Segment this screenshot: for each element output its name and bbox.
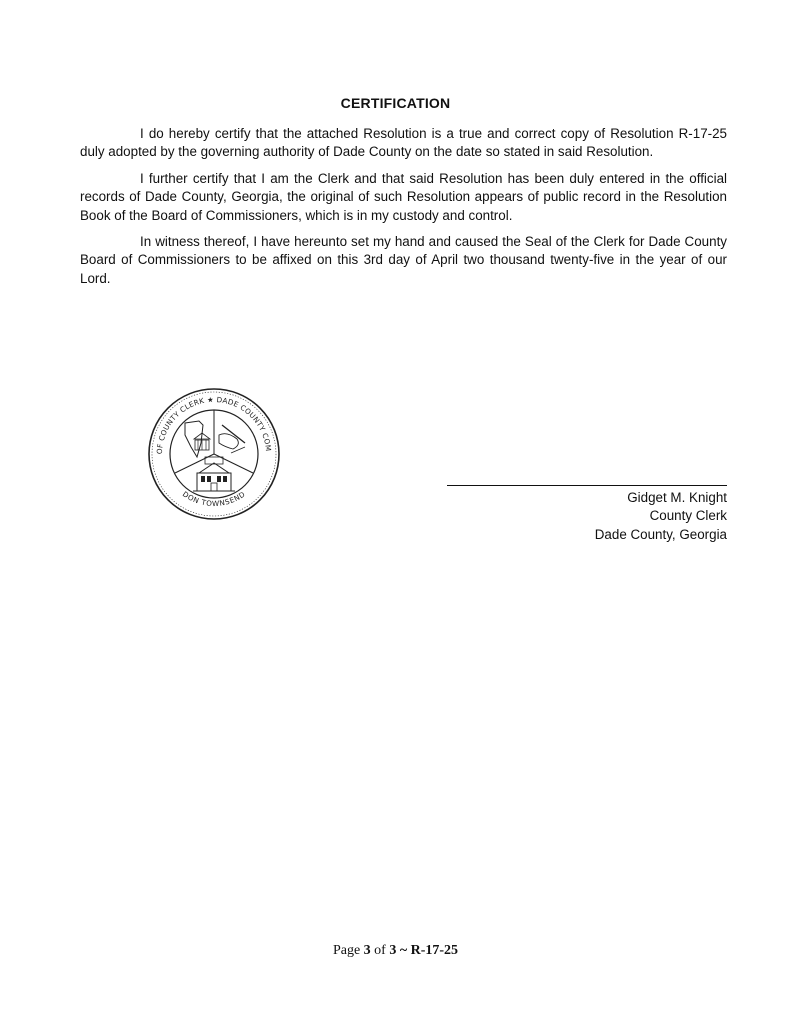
paragraph-2: I further certify that I am the Clerk and that said Resolution has been duly entered in the official records of Dade County, Georgia, the original of such Resolution appears of public record in the Resolution Book of the Board of Commissioners, which is in my custody and control. [80,170,727,223]
footer-page-total: 3 [389,943,397,958]
certification-body [80,125,727,296]
svg-text:OFFICE OF COUNTY CLERK ★ DADE [147,387,273,454]
signer-name: Gidget M. Knight [627,490,727,505]
footer-of-word: of [374,943,386,958]
footer-separator: ~ [399,943,408,958]
page-title: CERTIFICATION [340,95,451,111]
svg-text:DON TOWNSEND [181,489,247,508]
signer-organization: Dade County, Georgia [594,526,727,542]
seal-bottom-text: DON TOWNSEND [180,489,248,509]
footer-document-id: R-17-25 [410,943,459,958]
paragraph-3: In witness thereof, I have hereunto set my hand and caused the Seal of the Clerk for Dade County Board of Commissioners to be affixed on this 3rd day of April two thousand twenty-five in the year of our Lord. [80,234,727,286]
page-footer [0,943,791,959]
paragraph-1: I do hereby certify that the attached Resolution is a true and correct copy of Resolution R-17-25 duly adopted by the governing authority of Dade County on the date so stated in said Resolution. [80,126,727,160]
signature-line [447,485,727,486]
footer-page-word: Page [332,943,361,958]
signer-role: County Clerk [649,508,727,524]
county-clerk-seal-icon [147,387,281,521]
seal-top-text: OF COUNTY CLERK ★ DADE COUNTY COM [154,394,274,455]
footer-page-number: 3 [363,943,371,958]
signature-block [447,489,727,544]
